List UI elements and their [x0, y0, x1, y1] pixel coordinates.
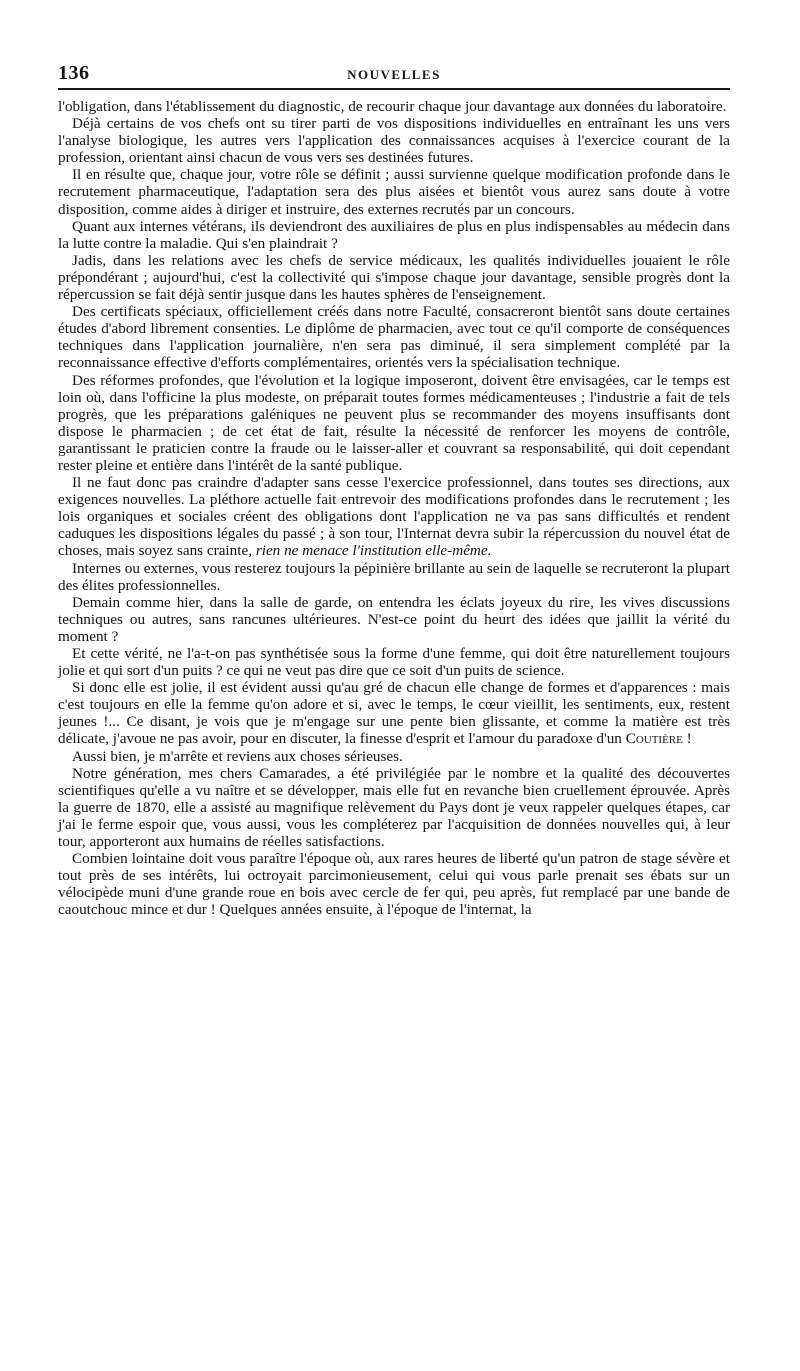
paragraph: Et cette vérité, ne l'a-t-on pas synthétisée sous la forme d'une femme, qui doit être naturellement toujours jolie et qui sort d'un puits ? ce qui ne veut pas dire que ce soit d'un puits de science.	[58, 645, 730, 680]
paragraph: Notre génération, mes chers Camarades, a été privilégiée par le nombre et la qualité des découvertes scientifiques qu'elle a vu naître et se développer, mais elle fut en revanche bien cruellement éprouvée. Après la guerre de 1870, elle a assisté au magnifique relèvement du Pays dont je veux rappeler quelques étapes, car j'ai le ferme espoir que, vous aussi, vous les compléterez par l'acquisition de données nouvelles qui, à leur tour, apporteront aux humains de réelles satisfactions.	[58, 764, 730, 851]
page-header	[58, 62, 730, 90]
page-number: 136	[58, 62, 90, 84]
paragraph	[58, 679, 730, 747]
body-text	[58, 98, 730, 919]
paragraph: Demain comme hier, dans la salle de garde, on entendra les éclats joyeux du rire, les vives discussions techniques ou autres, sans rancunes ultérieures. N'est-ce point du heurt des idées que jaillit la vérité du moment ?	[58, 593, 730, 645]
paragraph-text: Si donc elle est jolie, il est évident aussi qu'au gré de chacun elle change de formes et d'apparences : mais c'est toujours en elle la femme qu'on adore et si, avec le temps, le cœur vieillit, les sentiments, eux, restent jeunes !... Ce disant, je vois que je m'engage sur une pente bien glissante, et comme la matière est très délicate, j'avoue ne pas avoir, pour en discuter, la finesse d'esprit et l'amour du paradoxe d'un	[58, 679, 730, 748]
paragraph: Déjà certains de vos chefs ont su tirer parti de vos dispositions individuelles en entraînant les uns vers l'analyse biologique, les autres vers l'application des connaissances acquises à l'exercice courant de la profession, orientant ainsi chacun de vous vers ses destinées futures.	[58, 115, 730, 167]
paragraph-tail: !	[682, 730, 692, 748]
paragraph-text: Il ne faut donc pas craindre d'adapter sans cesse l'exercice professionnel, dans toutes ses directions, aux exigences nouvelles. La pléthore actuelle fait entrevoir des modifications profondes dans le recrutement ; les lois organiques et sociales créent des obligations dont l'application ne va pas sans difficultés et rendent caduques les dispositions légales du passé ; à son tour, l'Internat devra subir la répercussion du nouvel état de choses, mais soyez sans crainte,	[58, 474, 730, 560]
paragraph: Quant aux internes vétérans, ils deviendront des auxiliaires de plus en plus indispensables au médecin dans la lutte contre la maladie. Qui s'en plaindrait ?	[58, 217, 730, 252]
running-title: NOUVELLES	[347, 67, 441, 82]
author-name: Coutière	[625, 730, 683, 748]
paragraph: Combien lointaine doit vous paraître l'époque où, aux rares heures de liberté qu'un patron de stage sévère et tout près de ses intérêts, lui octroyait parcimonieusement, celui qui vous parle prenait ses ébats sur un vélocipède muni d'une grande roue en bois avec cercle de fer qui, peu après, fut remplacé par une bande de caoutchouc mince et dur ! Quelques années ensuite, à l'époque de l'internat, la	[58, 850, 730, 919]
paragraph: Des certificats spéciaux, officiellement créés dans notre Faculté, consacreront bientôt sans doute certaines études d'abord librement consenties. Le diplôme de pharmacien, avec tout ce qu'il comporte de conséquences techniques dans l'application journalière, n'en sera pas diminué, il sera simplement complété par la reconnaissance effective d'efforts complémentaires, orientés vers la spécialisation technique.	[58, 303, 730, 372]
italic-phrase: rien ne menace l'institution elle-même.	[255, 542, 492, 560]
paragraph	[58, 474, 730, 559]
paragraph: Jadis, dans les relations avec les chefs de service médicaux, les qualités individuelles jouaient le rôle prépondérant ; aujourd'hui, c'est la collectivité qui s'impose chaque jour davantage, sensible progrès dont la répercussion se fait déjà sentir jusque dans les hautes sphères de l'enseignement.	[58, 251, 730, 304]
paragraph: Des réformes profondes, que l'évolution et la logique imposeront, doivent être envisagées, car le temps est loin où, dans l'officine la plus modeste, on préparait toutes formes médicamenteuses ; l'industrie a fait de tels progrès, que les préparations galéniques ne peuvent plus se recommander des moyens insuffisants dont dispose le pharmacien ; de cet état de fait, résulte la nécessité de renforcer les moyens de contrôle, garantissant le praticien contre la fraude ou le laisser-aller et couvrant sa responsabilité, qui doit cependant rester pleine et entière dans l'intérêt de la santé publique.	[58, 371, 730, 474]
paragraph: Il en résulte que, chaque jour, votre rôle se définit ; aussi survienne quelque modification profonde dans le recrutement pharmaceutique, l'adaptation sera des plus aisées et bientôt vous aurez sans doute à votre disposition, comme aides à diriger et instruire, des externes recrutés par un concours.	[58, 166, 730, 218]
paragraph: Aussi bien, je m'arrête et reviens aux choses sérieuses.	[72, 747, 403, 765]
document-page	[58, 62, 730, 919]
paragraph: Internes ou externes, vous resterez toujours la pépinière brillante au sein de laquelle se recruteront la plupart des élites professionnelles.	[58, 559, 730, 594]
paragraph: l'obligation, dans l'établissement du diagnostic, de recourir chaque jour davantage aux données du laboratoire.	[58, 98, 727, 115]
